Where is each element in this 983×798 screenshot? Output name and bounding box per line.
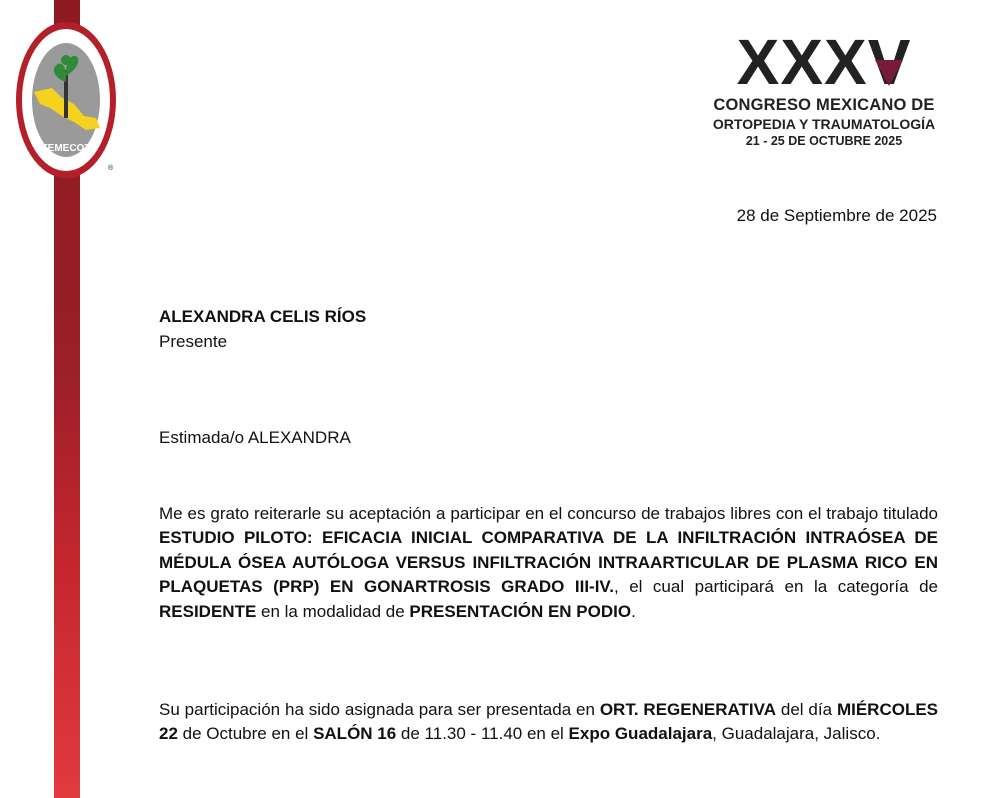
registered-mark: ®: [108, 165, 114, 172]
p2-text-2: del día: [775, 700, 837, 719]
session-day: MIÉRCOLES 22: [159, 700, 938, 744]
congress-edition: [736, 26, 912, 98]
recipient-suffix: Presente: [159, 332, 228, 351]
category: RESIDENTE: [159, 601, 257, 621]
congress-header: [700, 26, 948, 148]
p1-text-3: en la modalidad de: [256, 601, 410, 621]
p1-text-2: , el cual participará en la categoría de: [613, 577, 938, 597]
congress-edition-text: XXXV: [736, 26, 912, 98]
p1-text-4: .: [631, 601, 636, 621]
session-name: ORT. REGENERATIVA: [599, 700, 776, 719]
letter-date: 28 de Septiembre de 2025: [736, 206, 937, 225]
recipient-block: [159, 304, 366, 354]
congress-line2: ORTOPEDIA Y TRAUMATOLOGÍA: [712, 116, 936, 132]
p2-text-1: Su participación ha sido asignada para ser presentada en: [159, 700, 600, 719]
seal-acronym: FEMECOT: [41, 143, 91, 154]
edition-accent-shape: [875, 60, 903, 86]
p2-text-5: , Guadalajara, Jalisco.: [712, 724, 881, 744]
p1-text-1: Me es grato reiterarle su aceptación a participar en el concurso de trabajos libres con el trabajo titulado: [159, 504, 938, 523]
schedule-paragraph: [159, 698, 938, 747]
greeting: Estimada/o ALEXANDRA: [159, 428, 351, 447]
p2-text-4: de 11.30 - 11.40 en el: [396, 724, 569, 744]
work-title: ESTUDIO PILOTO: EFICACIA INICIAL COMPARATIVA DE LA INFILTRACIÓN INTRAÓSEA DE MÉDULA ÓSEA AUTÓLOGA VERSUS INFILTRACIÓN INTRAARTICULAR DE PLASMA RICO EN PLAQUETAS (PRP) EN GONARTROSIS GRADO III-IV.: [159, 528, 938, 597]
congress-line1: CONGRESO MEXICANO DE: [713, 96, 935, 114]
modality: PRESENTACIÓN EN PODIO: [409, 601, 632, 621]
acceptance-paragraph: [159, 502, 938, 624]
femecot-seal-logo: [14, 20, 118, 180]
session-room: SALÓN 16: [313, 724, 397, 744]
p2-text-3: de Octubre en el: [177, 724, 314, 744]
recipient-name: ALEXANDRA CELIS RÍOS: [159, 307, 367, 326]
venue: Expo Guadalajara: [568, 724, 713, 744]
congress-dates: 21 - 25 DE OCTUBRE 2025: [745, 134, 903, 148]
